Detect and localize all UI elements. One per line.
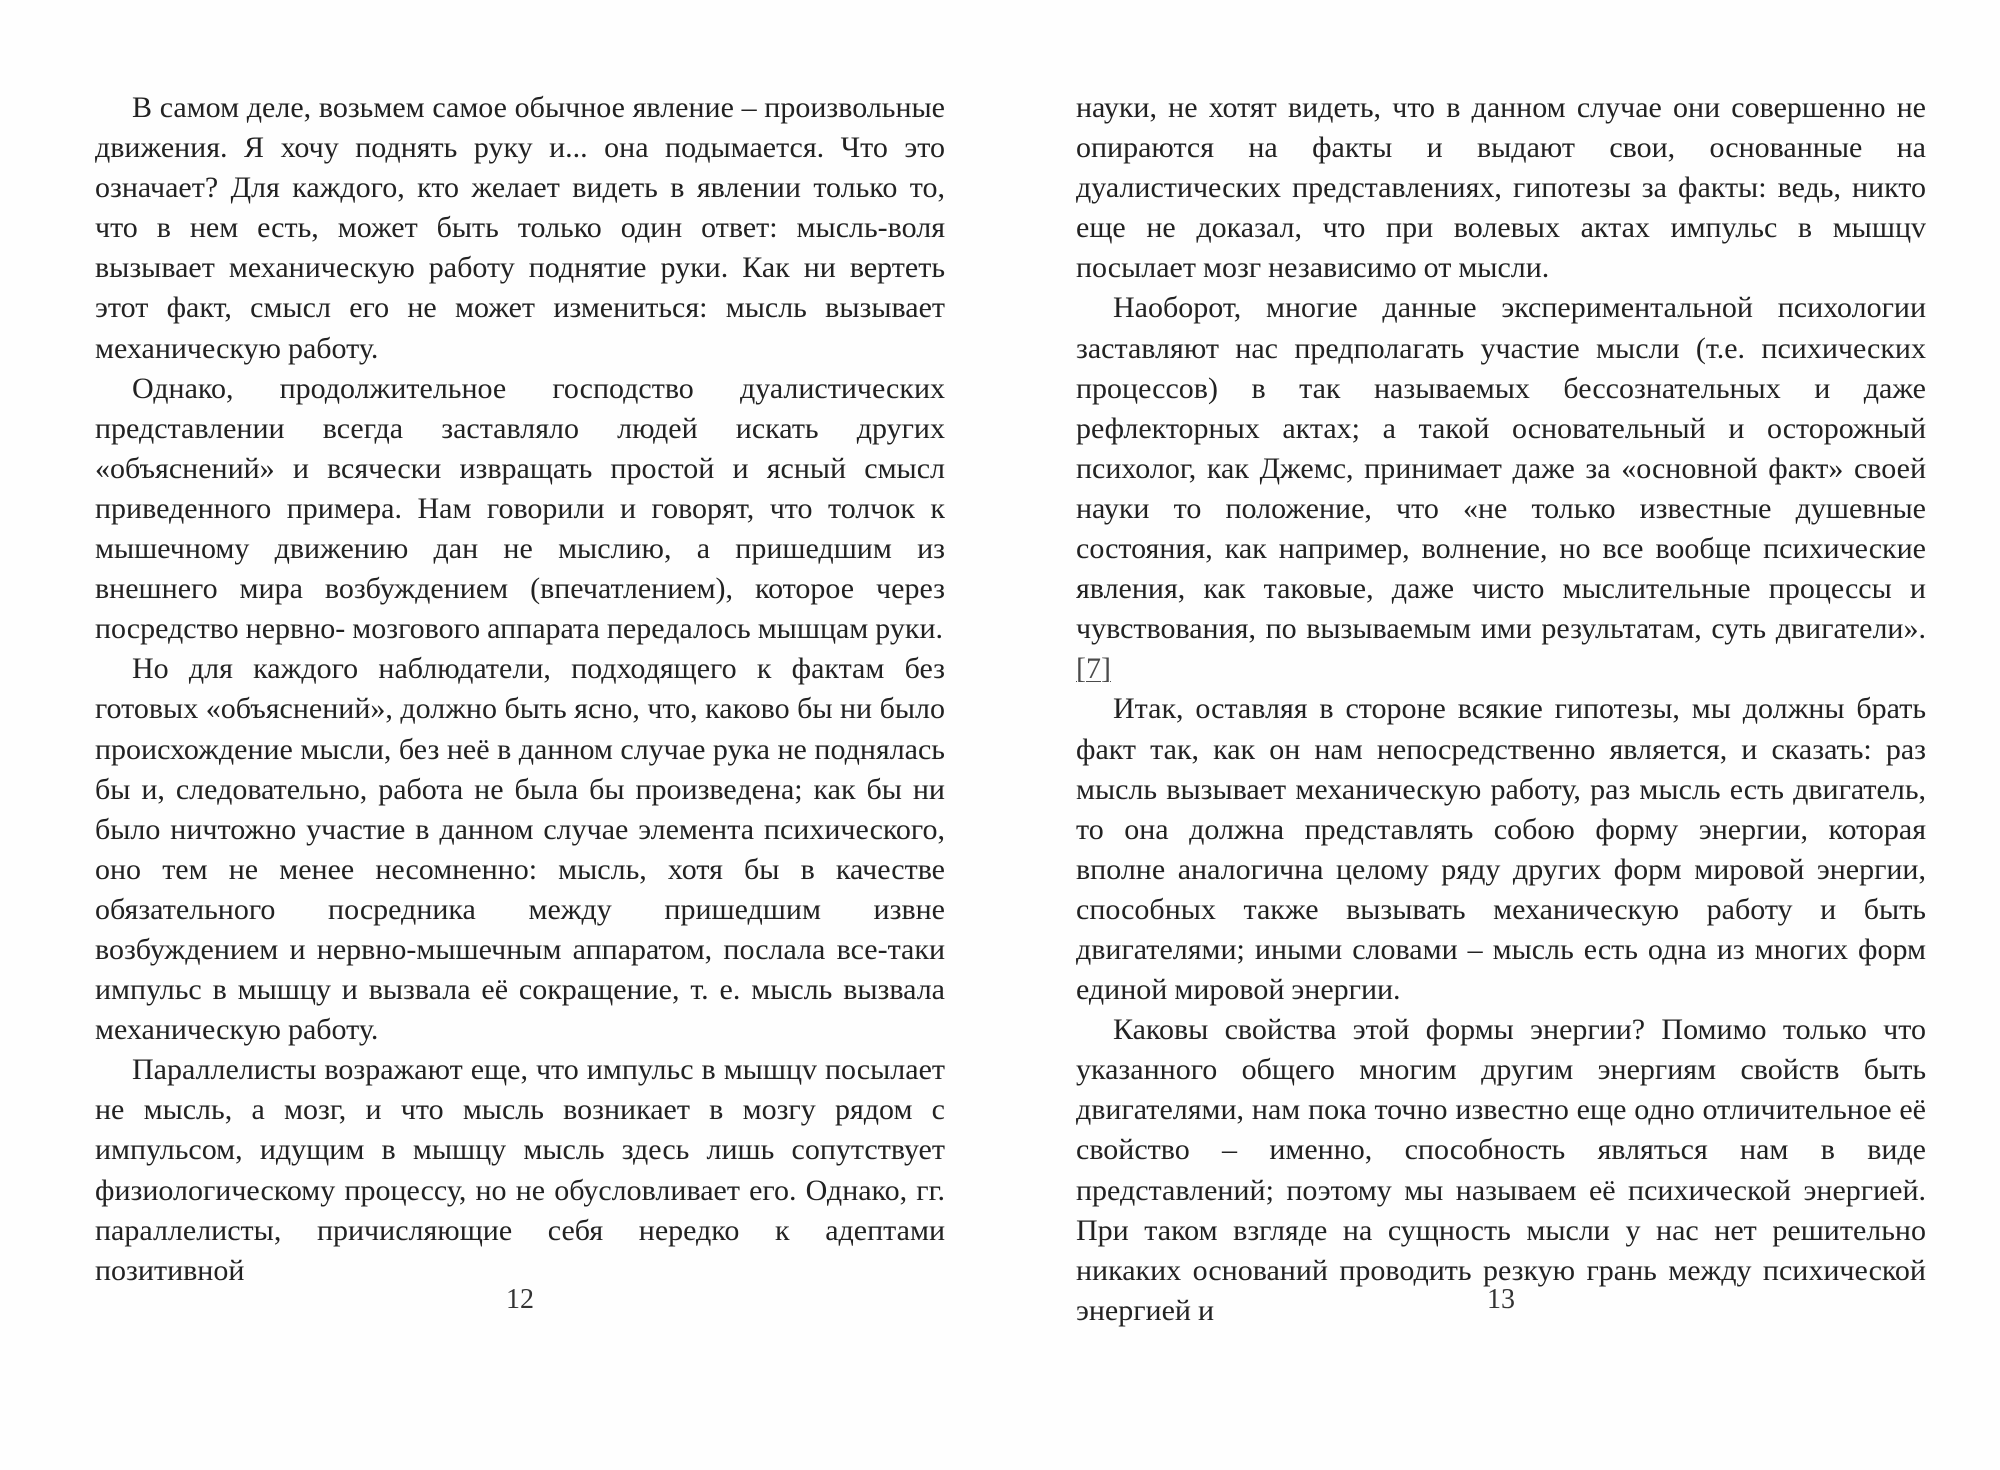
- right-page: [1076, 88, 1926, 1388]
- paragraph-text: Наоборот, многие данные экспериментальной психологии заставляют нас предполагать участие мысли (т.е. психических процессов) в так называемых бессознательных и даже рефлекторных актах; а такой основательный и осторожный психолог, как Джемс, принимает даже за «основной факт» своей науки то положение, что «не только известные душевные состояния, как например, волнение, но все вообще психические явления, как таковые, даже чисто мыслительные процессы и чувствования, по вызываемым ими результатам, суть двигатели».: [1076, 291, 1926, 646]
- left-page-text: [95, 88, 945, 1287]
- paragraph: [1076, 288, 1926, 689]
- paragraph: В самом деле, возьмем самое обычное явление – произвольные движения. Я хочу поднять руку и... она подымается. Что это означает? Для каждого, кто желает видеть в явлении только то, что в нем есть, может быть только один ответ: мысль-воля вызывает механическую работу поднятие руки. Как ни вертеть этот факт, смысл его не может измениться: мысль вызывает механическую работу.: [95, 91, 945, 365]
- paragraph: науки, не хотят видеть, что в данном случае они совершенно не опираются на факты и выдают свои, основанные на дуалистических представлениях, гипотезы за факты: ведь, никто еще не доказал, что при волевых актах импульс в мышцv посылает мозг независимо от мысли.: [1076, 91, 1926, 285]
- page-number: 13: [1487, 1284, 1515, 1315]
- paragraph: Но для каждого наблюдатели, подходящего к фактам без готовых «объяснений», должно быть ясно, что, каково бы ни было происхождение мысли, без неё в данном случае рука не поднялась бы и, следовательно, работа не была бы произведена; как бы ни было ничтожно участие в данном случае элемента психического, оно тем не менее несомненно: мысль, хотя бы в качестве обязательного посредника между пришедшим извне возбуждением и нервно-мышечным аппаратом, послала все-таки импульс в мышцу и вызвала её сокращение, т. е. мысль вызвала механическую работу.: [95, 652, 945, 1047]
- paragraph: Параллелисты возражают еще, что импульс в мышцv посылает не мысль, а мозг, и что мысль возникает в мозгу рядом с импульсом, идущим в мышцу мысль здесь лишь сопутствует физиологическому процессу, но не обусловливает его. Однако, гг. параллелисты, причисляющие себя нередко к адептами позитивной: [95, 1053, 945, 1287]
- paragraph: Итак, оставляя в стороне всякие гипотезы, мы должны брать факт так, как он нам непосредственно является, и сказать: раз мысль вызывает механическую работу, раз мысль есть двигатель, то она должна представлять собою форму энергии, которая вполне аналогична целому ряду других форм мировой энергии, способных также вызывать механическую работу и быть двигателями; иными словами – мысль есть одна из многих форм единой мировой энергии.: [1076, 692, 1926, 1007]
- left-page: [95, 88, 945, 1388]
- footnote-link[interactable]: [7]: [1076, 652, 1111, 686]
- page-number: 12: [506, 1284, 534, 1315]
- paragraph: Каковы свойства этой формы энергии? Помимо только что указанного общего многим другим энергиям свойств быть двигателями, нам пока точно известно еще одно отличительное её свойство – именно, способность являться нам в виде представлений; поэтому мы называем её психической энергией. При таком взгляде на сущность мысли у нас нет решительно никаких оснований проводить резкую грань между психической энергией и: [1076, 1013, 1926, 1327]
- paragraph: Однако, продолжительное господство дуалистических представлении всегда заставляло людей искать других «объяснений» и всячески извращать простой и ясный смысл приведенного примера. Нам говорили и говорят, что толчок к мышечному движению дан не мыслию, а пришедшим из внешнего мира возбуждением (впечатлением), которое через посредство нервно- мозгового аппарата передалось мышцам руки.: [95, 371, 945, 646]
